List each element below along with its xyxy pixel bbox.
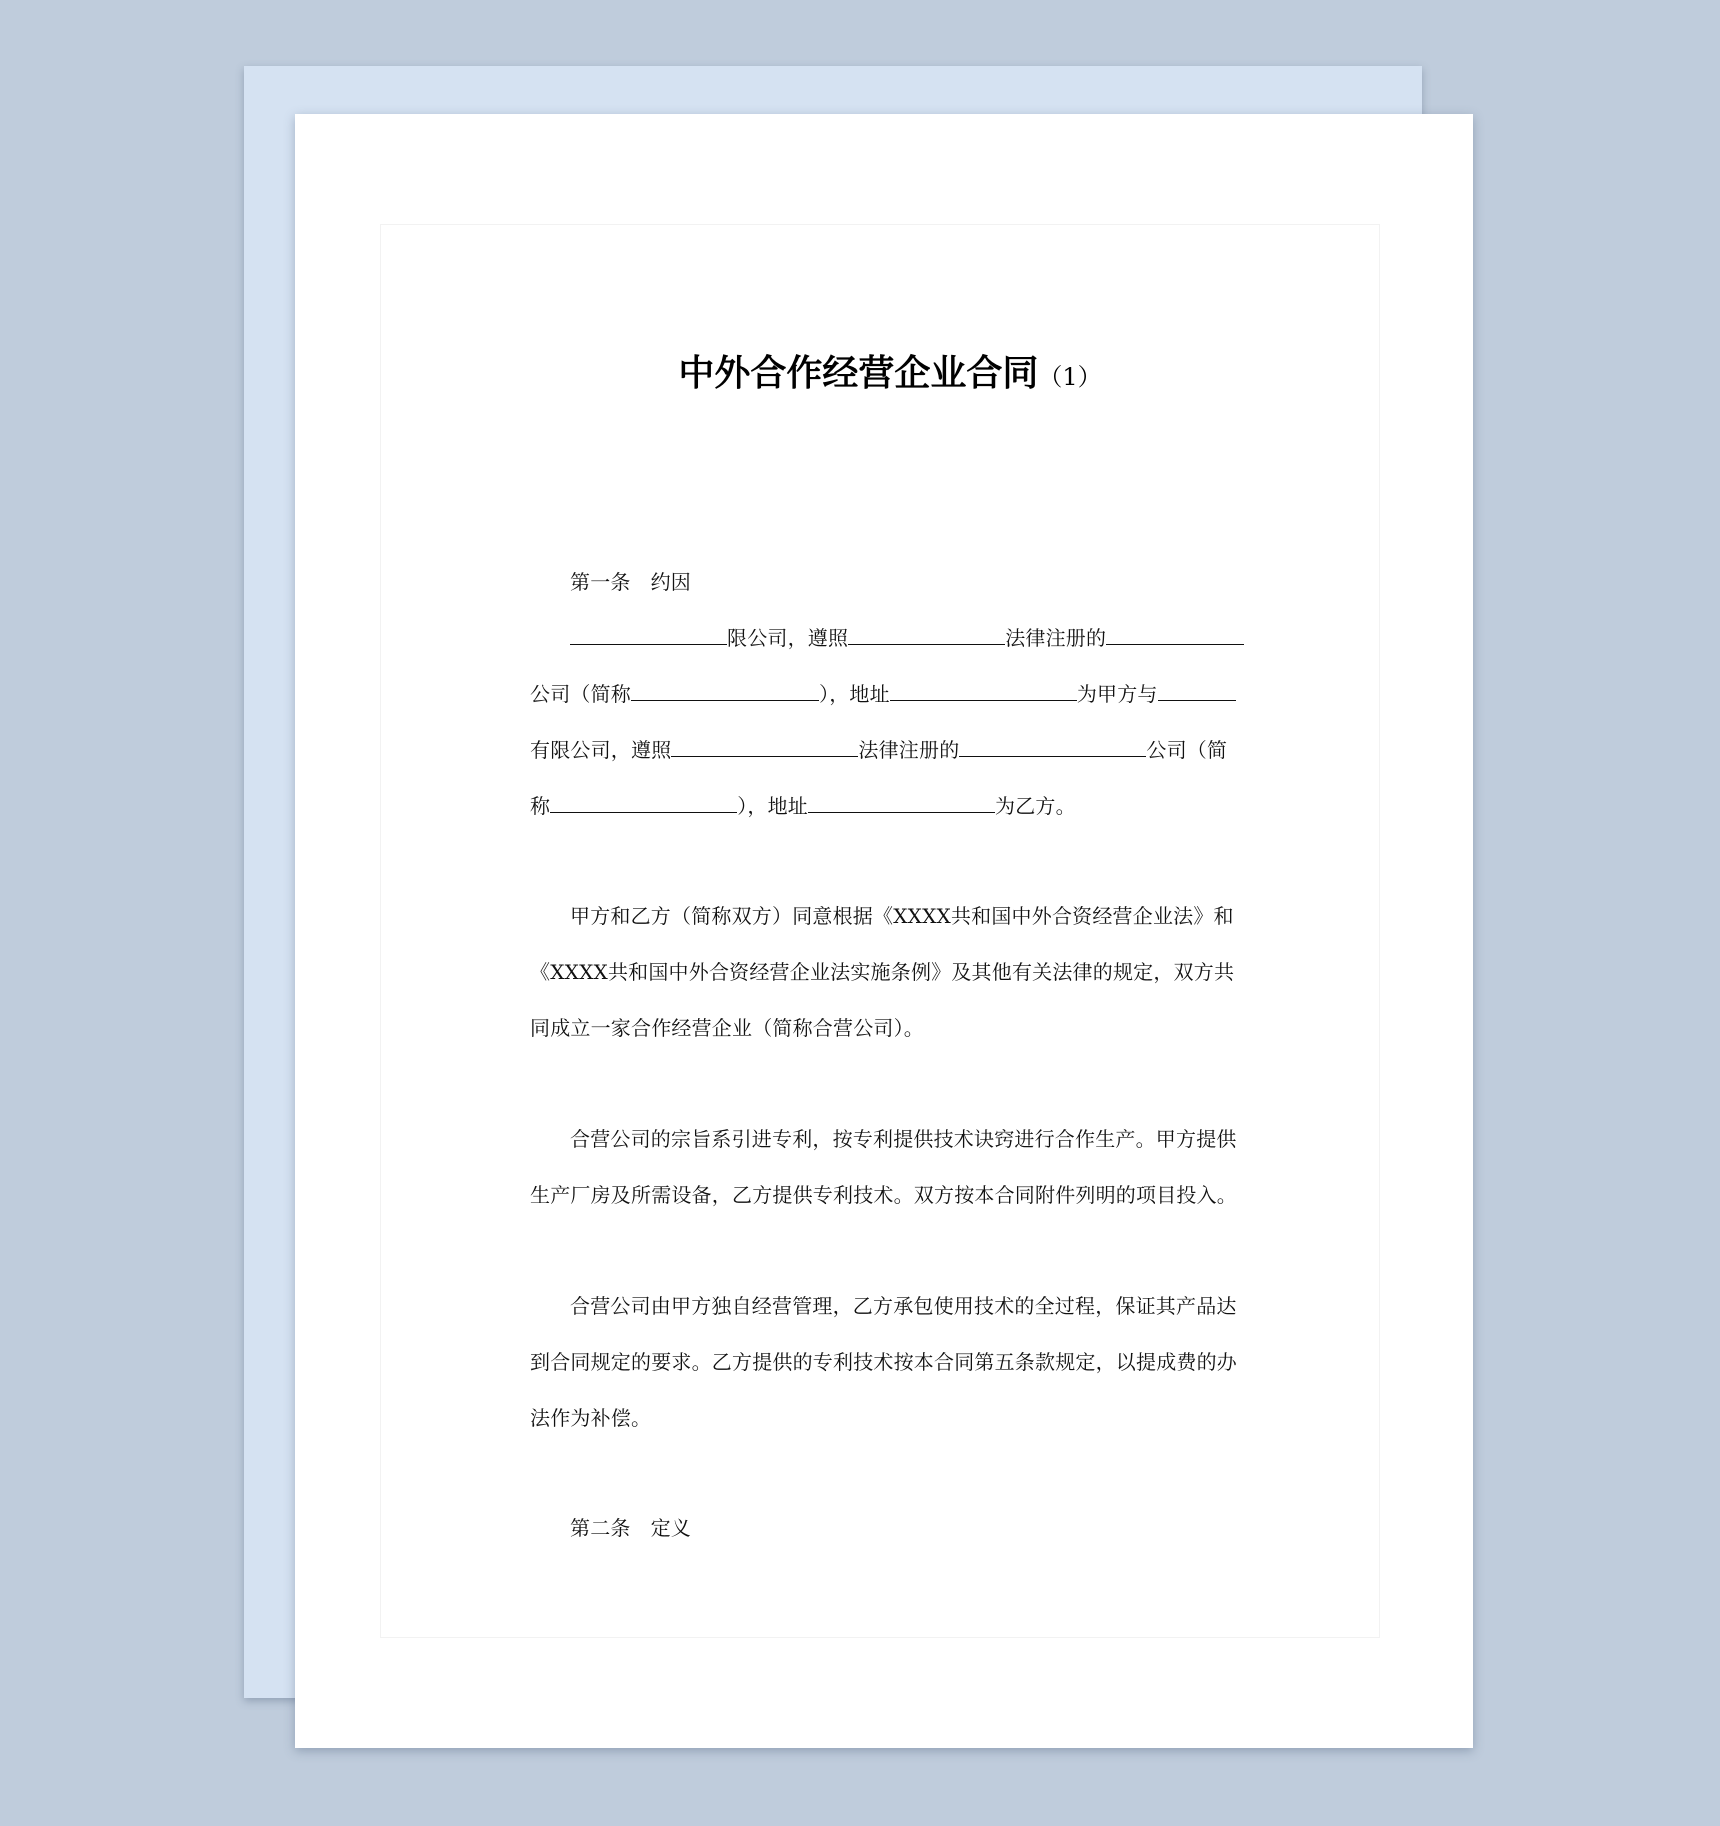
title-main: 中外合作经营企业合同 [678, 353, 1039, 394]
article-number: 第一条 [570, 570, 631, 594]
blank-field[interactable] [570, 624, 727, 645]
article-number: 第二条 [570, 1516, 631, 1540]
parties-text: 为乙方。 [995, 794, 1076, 818]
purpose-paragraph: 合营公司的宗旨系引进专利，按专利提供技术诀窍进行合作生产。甲方提供生产厂房及所需设备，乙方提供专利技术。双方按本合同附件列明的项目投入。 [530, 1127, 1237, 1207]
article-2-heading [530, 1500, 1250, 1556]
blank-field[interactable] [550, 792, 737, 813]
parties-line-3 [530, 722, 1250, 778]
document-title [530, 351, 1250, 400]
parties-text: 有限公司，遵照 [530, 738, 672, 762]
parties-text: 限公司，遵照 [727, 626, 849, 650]
blank-field[interactable] [890, 680, 1077, 701]
blank-field[interactable] [959, 736, 1146, 757]
article-name: 定义 [650, 1516, 692, 1540]
parties-paragraph [530, 610, 1250, 834]
parties-text: 法律注册的 [1005, 626, 1107, 650]
law-basis-paragraph: 甲方和乙方（简称双方）同意根据《XXXX共和国中外合资经营企业法》和《XXXX共和国中外合资经营企业法实施条例》及其他有关法律的规定，双方共同成立一家合作经营企业（简称合营公司）。 [530, 904, 1235, 1040]
parties-text: 称 [530, 794, 551, 818]
parties-text: 公司（简 [1146, 738, 1228, 762]
parties-text: 法律注册的 [858, 738, 960, 762]
blank-field[interactable] [671, 736, 858, 757]
blank-field[interactable] [1106, 624, 1244, 645]
document-page [295, 114, 1473, 1748]
parties-line-4 [530, 778, 1250, 834]
article-name: 约因 [650, 570, 692, 594]
parties-text: 为甲方与 [1076, 682, 1158, 706]
blank-field[interactable] [1158, 680, 1236, 701]
blank-field[interactable] [808, 792, 995, 813]
blank-field[interactable] [848, 624, 1005, 645]
parties-text: ），地址 [737, 794, 809, 818]
title-suffix: （1） [1038, 363, 1102, 391]
blank-field[interactable] [631, 680, 819, 701]
parties-text: ），地址 [819, 682, 890, 706]
parties-line-1 [530, 610, 1250, 666]
article-1-heading [530, 554, 1250, 610]
parties-line-2 [530, 666, 1250, 722]
management-paragraph: 合营公司由甲方独自经营管理，乙方承包使用技术的全过程，保证其产品达到合同规定的要求。乙方提供的专利技术按本合同第五条款规定，以提成费的办法作为补偿。 [530, 1294, 1237, 1430]
parties-text: 公司（简称 [530, 682, 631, 706]
